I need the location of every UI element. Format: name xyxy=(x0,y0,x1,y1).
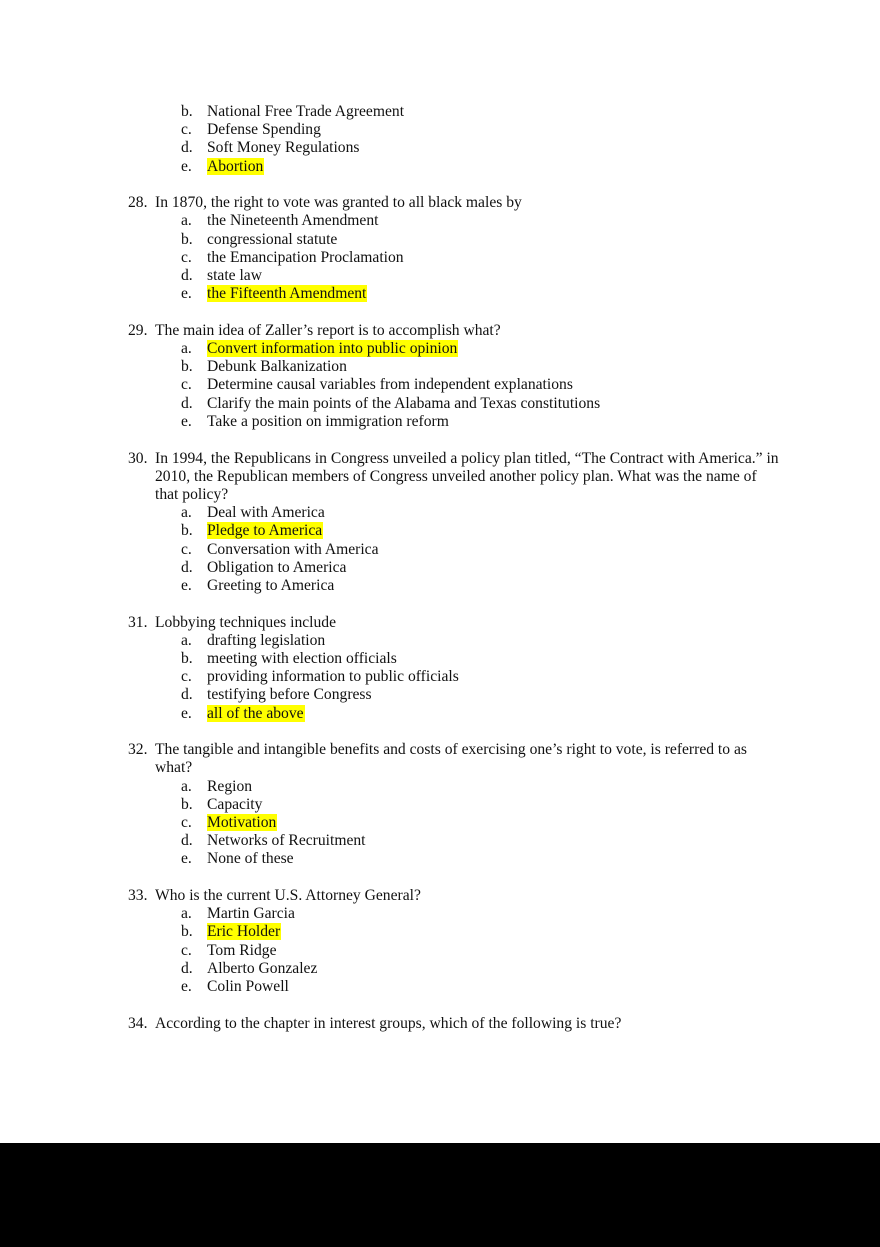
option-text: drafting legislation xyxy=(207,631,326,649)
answer-option xyxy=(0,395,880,413)
answer-option xyxy=(0,103,880,121)
question-stem xyxy=(0,887,880,905)
question-item xyxy=(0,450,880,596)
question-number: 28. xyxy=(128,194,148,212)
question-text: The tangible and intangible benefits and costs of exercising one’s right to vote, is referred to as what? xyxy=(155,741,747,777)
option-text: Deal with America xyxy=(207,504,325,522)
option-letter: e. xyxy=(181,157,192,175)
answer-option xyxy=(0,504,880,522)
option-letter: d. xyxy=(181,959,193,977)
option-text: meeting with election officials xyxy=(207,649,397,667)
option-letter: c. xyxy=(181,376,192,394)
question-text: The main idea of Zaller’s report is to accomplish what? xyxy=(155,321,501,339)
option-list xyxy=(0,340,880,431)
answer-option xyxy=(0,231,880,249)
option-letter: a. xyxy=(181,340,192,358)
option-text: testifying before Congress xyxy=(207,686,372,704)
option-letter: c. xyxy=(181,121,192,139)
answer-option xyxy=(0,960,880,978)
option-letter: e. xyxy=(181,412,192,430)
option-letter: e. xyxy=(181,850,192,868)
highlighted-answer: all of the above xyxy=(207,704,304,722)
option-text: Take a position on immigration reform xyxy=(207,412,449,430)
question-text: Who is the current U.S. Attorney General? xyxy=(155,887,421,905)
option-letter: a. xyxy=(181,631,192,649)
question-number: 31. xyxy=(128,613,148,631)
highlighted-answer: Eric Holder xyxy=(207,923,281,941)
question-27-continued xyxy=(0,103,880,176)
option-letter: b. xyxy=(181,103,193,120)
option-letter: a. xyxy=(181,212,192,230)
option-text: state law xyxy=(207,267,262,285)
question-text: According to the chapter in interest groups, which of the following is true? xyxy=(155,1014,622,1032)
option-letter: d. xyxy=(181,832,193,850)
answer-option xyxy=(0,705,880,723)
answer-option xyxy=(0,413,880,431)
question-number: 32. xyxy=(128,741,148,759)
option-letter: e. xyxy=(181,285,192,303)
question-text: Lobbying techniques include xyxy=(155,613,337,631)
option-letter: a. xyxy=(181,777,192,795)
option-letter: e. xyxy=(181,978,192,996)
highlighted-answer: Convert information into public opinion xyxy=(207,340,458,358)
answer-option xyxy=(0,285,880,303)
answer-option xyxy=(0,778,880,796)
question-number: 30. xyxy=(128,449,148,467)
question-stem xyxy=(0,614,880,632)
option-text: Defense Spending xyxy=(207,121,321,139)
option-text: Martin Garcia xyxy=(207,905,295,923)
answer-option xyxy=(0,923,880,941)
option-list xyxy=(0,504,880,595)
option-letter: e. xyxy=(181,576,192,594)
option-letter: b. xyxy=(181,795,193,813)
answer-option xyxy=(0,577,880,595)
option-text: National Free Trade Agreement xyxy=(207,103,405,120)
option-letter: c. xyxy=(181,814,192,831)
answer-option xyxy=(0,632,880,650)
answer-option xyxy=(0,376,880,394)
option-text: Capacity xyxy=(207,795,263,813)
option-text: Tom Ridge xyxy=(207,941,277,959)
option-letter: c. xyxy=(181,941,192,959)
option-list xyxy=(0,103,880,176)
option-text: congressional statute xyxy=(207,230,338,248)
answer-option xyxy=(0,796,880,814)
answer-option xyxy=(0,668,880,686)
option-text: providing information to public officials xyxy=(207,668,459,686)
option-text: Obligation to America xyxy=(207,558,347,576)
question-stem xyxy=(0,322,880,340)
option-letter: d. xyxy=(181,394,193,412)
document-body xyxy=(0,103,880,1051)
answer-option xyxy=(0,541,880,559)
option-letter: a. xyxy=(181,905,192,923)
answer-option xyxy=(0,522,880,540)
question-list xyxy=(0,194,880,1033)
answer-option xyxy=(0,249,880,267)
option-text: Soft Money Regulations xyxy=(207,139,360,157)
option-letter: d. xyxy=(181,558,193,576)
option-list xyxy=(0,905,880,996)
option-text: the Emancipation Proclamation xyxy=(207,248,404,266)
option-letter: b. xyxy=(181,649,193,667)
answer-option xyxy=(0,942,880,960)
answer-option xyxy=(0,358,880,376)
option-letter: d. xyxy=(181,139,193,157)
option-text: Debunk Balkanization xyxy=(207,358,347,376)
answer-option xyxy=(0,340,880,358)
question-number: 29. xyxy=(128,321,148,339)
option-letter: e. xyxy=(181,704,192,722)
bottom-black-bar xyxy=(0,1143,880,1247)
question-item xyxy=(0,194,880,303)
answer-option xyxy=(0,686,880,704)
question-text: In 1870, the right to vote was granted to all black males by xyxy=(155,194,522,212)
option-list xyxy=(0,212,880,303)
question-text: In 1994, the Republicans in Congress unveiled a policy plan titled, “The Contract with America.” in 2010, the Republican members of Congress unveiled another policy plan. What was the name of that policy? xyxy=(155,449,779,503)
option-text: Determine causal variables from independent explanations xyxy=(207,376,573,394)
question-stem xyxy=(0,194,880,212)
highlighted-answer: the Fifteenth Amendment xyxy=(207,285,367,303)
question-item xyxy=(0,322,880,431)
option-letter: b. xyxy=(181,522,193,540)
question-stem xyxy=(0,741,880,777)
option-text: Networks of Recruitment xyxy=(207,832,366,850)
highlighted-answer: Abortion xyxy=(207,157,264,175)
answer-option xyxy=(0,267,880,285)
option-letter: c. xyxy=(181,248,192,266)
question-item xyxy=(0,1015,880,1033)
question-item xyxy=(0,614,880,723)
option-text: Clarify the main points of the Alabama and Texas constitutions xyxy=(207,394,601,412)
option-letter: d. xyxy=(181,267,193,285)
question-item xyxy=(0,887,880,996)
answer-option xyxy=(0,139,880,157)
answer-option xyxy=(0,212,880,230)
answer-option xyxy=(0,158,880,176)
highlighted-answer: Motivation xyxy=(207,814,277,831)
option-list xyxy=(0,632,880,723)
question-stem xyxy=(0,1015,880,1033)
option-text: Greeting to America xyxy=(207,576,335,594)
answer-option xyxy=(0,978,880,996)
answer-option xyxy=(0,121,880,139)
question-number: 34. xyxy=(128,1014,148,1032)
answer-option xyxy=(0,559,880,577)
answer-option xyxy=(0,814,880,832)
option-letter: a. xyxy=(181,504,192,522)
option-text: None of these xyxy=(207,850,294,868)
answer-option xyxy=(0,832,880,850)
question-number: 33. xyxy=(128,887,148,905)
answer-option xyxy=(0,650,880,668)
option-letter: b. xyxy=(181,358,193,376)
option-letter: d. xyxy=(181,686,193,704)
option-text: Colin Powell xyxy=(207,978,289,996)
option-text: Alberto Gonzalez xyxy=(207,959,318,977)
option-text: Region xyxy=(207,777,253,795)
question-stem xyxy=(0,450,880,505)
option-letter: c. xyxy=(181,540,192,558)
answer-option xyxy=(0,850,880,868)
question-item xyxy=(0,741,880,868)
option-list xyxy=(0,778,880,869)
option-text: the Nineteenth Amendment xyxy=(207,212,379,230)
answer-option xyxy=(0,905,880,923)
highlighted-answer: Pledge to America xyxy=(207,522,323,540)
option-letter: b. xyxy=(181,230,193,248)
option-letter: b. xyxy=(181,923,193,941)
option-text: Conversation with America xyxy=(207,540,379,558)
option-letter: c. xyxy=(181,668,192,686)
